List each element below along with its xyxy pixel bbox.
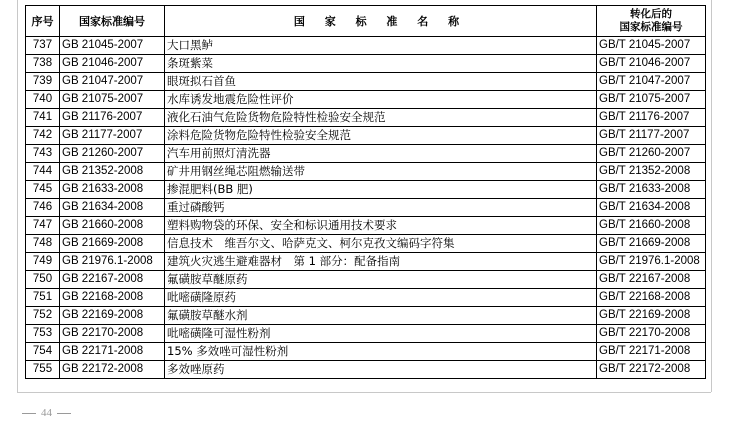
row-standard-name: 氟磺胺草醚水剂 [165, 307, 597, 325]
row-standard-code: GB 21976.1-2008 [60, 253, 165, 271]
table-row [26, 73, 706, 91]
row-converted-code: GB/T 21046-2007 [597, 55, 706, 73]
header-converted-line1: 转化后的 [630, 8, 672, 20]
table-row [26, 235, 706, 253]
header-converted-line2: 国家标准编号 [619, 21, 683, 33]
footer-dash-right [57, 413, 71, 414]
row-converted-code: GB/T 21660-2008 [597, 217, 706, 235]
row-converted-code: GB/T 21634-2008 [597, 199, 706, 217]
table-header-row [26, 6, 706, 37]
row-standard-code: GB 21075-2007 [60, 91, 165, 109]
row-number: 739 [26, 73, 60, 91]
header-converted [597, 6, 706, 37]
row-number: 755 [26, 361, 60, 379]
row-number: 747 [26, 217, 60, 235]
header-code: 国家标准编号 [60, 6, 165, 37]
standards-table [25, 5, 706, 379]
row-standard-name: 涂料危险货物危险特性检验安全规范 [165, 127, 597, 145]
row-standard-name: 多效唑原药 [165, 361, 597, 379]
row-standard-code: GB 21634-2008 [60, 199, 165, 217]
row-standard-name: 信息技术 维吾尔文、哈萨克文、柯尔克孜文编码字符集 [165, 235, 597, 253]
page-border-bottom [17, 392, 711, 393]
row-converted-code: GB/T 22167-2008 [597, 271, 706, 289]
row-standard-code: GB 22171-2008 [60, 343, 165, 361]
row-number: 753 [26, 325, 60, 343]
row-number: 752 [26, 307, 60, 325]
row-standard-name: 建筑火灾逃生避难器材 第 1 部分：配备指南 [165, 253, 597, 271]
table-row [26, 181, 706, 199]
row-converted-code: GB/T 21177-2007 [597, 127, 706, 145]
row-converted-code: GB/T 21075-2007 [597, 91, 706, 109]
row-standard-name: 液化石油气危险货物危险特性检验安全规范 [165, 109, 597, 127]
row-standard-code: GB 22172-2008 [60, 361, 165, 379]
row-standard-name: 掺混肥料(BB 肥) [165, 181, 597, 199]
row-standard-code: GB 21669-2008 [60, 235, 165, 253]
row-standard-code: GB 21260-2007 [60, 145, 165, 163]
page-number: 44 [41, 407, 52, 419]
row-converted-code: GB/T 21045-2007 [597, 37, 706, 55]
row-standard-code: GB 22168-2008 [60, 289, 165, 307]
row-standard-name: 塑料购物袋的环保、安全和标识通用技术要求 [165, 217, 597, 235]
row-standard-name: 眼斑拟石首鱼 [165, 73, 597, 91]
row-standard-code: GB 21046-2007 [60, 55, 165, 73]
table-row [26, 307, 706, 325]
row-converted-code: GB/T 21047-2007 [597, 73, 706, 91]
row-standard-name: 水库诱发地震危险性评价 [165, 91, 597, 109]
row-converted-code: GB/T 22172-2008 [597, 361, 706, 379]
row-converted-code: GB/T 21352-2008 [597, 163, 706, 181]
row-standard-name: 汽车用前照灯清洗器 [165, 145, 597, 163]
row-converted-code: GB/T 21976.1-2008 [597, 253, 706, 271]
row-number: 742 [26, 127, 60, 145]
row-standard-code: GB 21352-2008 [60, 163, 165, 181]
row-standard-code: GB 21045-2007 [60, 37, 165, 55]
table-row [26, 199, 706, 217]
row-standard-name: 条斑紫菜 [165, 55, 597, 73]
row-standard-name: 吡嘧磺隆可湿性粉剂 [165, 325, 597, 343]
row-number: 750 [26, 271, 60, 289]
row-number: 743 [26, 145, 60, 163]
row-standard-name: 氟磺胺草醚原药 [165, 271, 597, 289]
table-row [26, 325, 706, 343]
table-row [26, 343, 706, 361]
row-standard-name: 重过磷酸钙 [165, 199, 597, 217]
row-converted-code: GB/T 22169-2008 [597, 307, 706, 325]
row-standard-code: GB 22167-2008 [60, 271, 165, 289]
row-standard-name: 15% 多效唑可湿性粉剂 [165, 343, 597, 361]
table-row [26, 289, 706, 307]
row-standard-name: 大口黑鲈 [165, 37, 597, 55]
row-number: 744 [26, 163, 60, 181]
row-number: 738 [26, 55, 60, 73]
row-standard-name: 矿井用钢丝绳芯阻燃输送带 [165, 163, 597, 181]
row-converted-code: GB/T 21260-2007 [597, 145, 706, 163]
row-converted-code: GB/T 22168-2008 [597, 289, 706, 307]
row-converted-code: GB/T 22170-2008 [597, 325, 706, 343]
row-standard-code: GB 21047-2007 [60, 73, 165, 91]
row-number: 737 [26, 37, 60, 55]
row-converted-code: GB/T 21669-2008 [597, 235, 706, 253]
row-standard-code: GB 21660-2008 [60, 217, 165, 235]
row-standard-name: 吡嘧磺隆原药 [165, 289, 597, 307]
table-row [26, 163, 706, 181]
table-row [26, 253, 706, 271]
table-row [26, 271, 706, 289]
footer-dash-left [22, 413, 36, 414]
table-row [26, 109, 706, 127]
header-name: 国 家 标 准 名 称 [165, 6, 597, 37]
header-no: 序号 [26, 6, 60, 37]
row-standard-code: GB 22169-2008 [60, 307, 165, 325]
row-number: 740 [26, 91, 60, 109]
row-converted-code: GB/T 21633-2008 [597, 181, 706, 199]
row-standard-code: GB 21177-2007 [60, 127, 165, 145]
row-standard-code: GB 21176-2007 [60, 109, 165, 127]
table-row [26, 37, 706, 55]
row-number: 754 [26, 343, 60, 361]
page-border-left [17, 0, 18, 392]
page-footer [17, 405, 76, 421]
table-row [26, 217, 706, 235]
table-row [26, 127, 706, 145]
table-row [26, 91, 706, 109]
row-standard-code: GB 22170-2008 [60, 325, 165, 343]
row-number: 748 [26, 235, 60, 253]
row-converted-code: GB/T 21176-2007 [597, 109, 706, 127]
row-number: 749 [26, 253, 60, 271]
table-row [26, 145, 706, 163]
table-row [26, 55, 706, 73]
row-number: 741 [26, 109, 60, 127]
row-standard-code: GB 21633-2008 [60, 181, 165, 199]
row-number: 751 [26, 289, 60, 307]
page-border-right [711, 0, 712, 392]
row-number: 745 [26, 181, 60, 199]
row-number: 746 [26, 199, 60, 217]
table-row [26, 361, 706, 379]
row-converted-code: GB/T 22171-2008 [597, 343, 706, 361]
